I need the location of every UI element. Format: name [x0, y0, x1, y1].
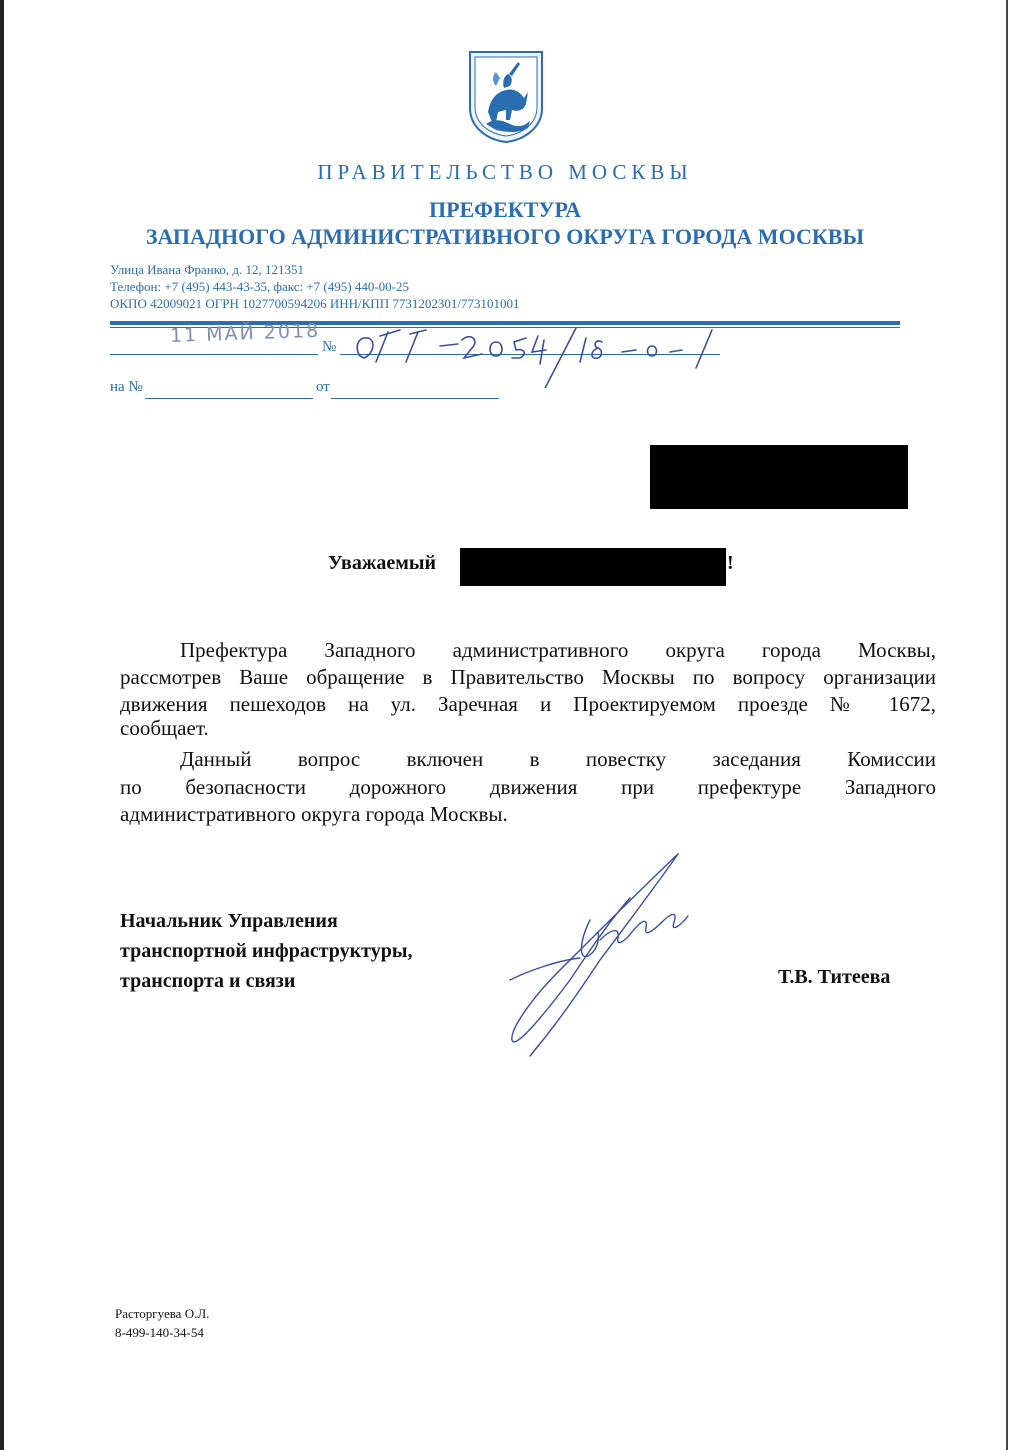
body-line-1-1: Префектура Западного административного округа города Москвы, — [180, 638, 936, 662]
reply-number-label: на № — [110, 379, 143, 395]
prefecture-title: ПРЕФЕКТУРА — [428, 197, 582, 222]
redacted-recipient-name — [460, 548, 726, 586]
reply-from-label: от — [316, 379, 330, 395]
body-line-2-1: Данный вопрос включен в повестку заседания Комиссии — [180, 747, 936, 771]
body-line-2-2: по безопасности дорожного движения при префектуре Западного — [120, 775, 936, 799]
body-line-1-4: сообщает. — [120, 716, 209, 740]
phone-line: Телефон: +7 (495) 443-43-35, факс: +7 (495) 440-00-25 — [110, 279, 409, 294]
moscow-coat-of-arms-icon — [466, 48, 546, 144]
handwritten-reference-number — [340, 318, 740, 388]
salutation: Уважаемый — [328, 552, 436, 574]
date-stamp: 11 МАЙ 2018 — [169, 319, 321, 347]
signer-position — [120, 906, 412, 996]
signer-position-line-3: транспорта и связи — [120, 970, 296, 992]
number-label: № — [322, 339, 337, 355]
executor-phone: 8-499-140-34-54 — [115, 1325, 204, 1340]
body-line-2-3: административного округа города Москвы. — [120, 802, 508, 826]
executor-name: Расторгуева О.Л. — [115, 1306, 210, 1321]
government-title: ПРАВИТЕЛЬСТВО МОСКВЫ — [317, 160, 693, 184]
address-line: Улица Ивана Франко, д. 12, 121351 — [110, 262, 305, 277]
reply-date-line — [331, 398, 499, 399]
redacted-addressee-block — [650, 445, 908, 509]
signer-position-line-1: Начальник Управления — [120, 910, 338, 932]
signer-position-line-2: транспортной инфраструктуры, — [120, 940, 413, 962]
signer-name: Т.В. Титеева — [778, 966, 891, 988]
prefecture-full-name: ЗАПАДНОГО АДМИНИСТРАТИВНОГО ОКРУГА ГОРОДА МОСКВЫ — [145, 224, 865, 249]
reply-number-line — [145, 398, 313, 399]
date-line — [110, 354, 318, 355]
handwritten-signature — [470, 850, 710, 1065]
body-line-1-2: рассмотрев Ваше обращение в Правительство Москвы по вопросу организации — [120, 665, 936, 689]
salutation-exclamation: ! — [727, 552, 734, 574]
codes-line: ОКПО 42009021 ОГРН 1027700594206 ИНН/КПП 7731202301/773101001 — [110, 296, 520, 311]
body-line-1-3: движения пешеходов на ул. Заречная и Проектируемом проезде № 1672, — [120, 692, 936, 716]
